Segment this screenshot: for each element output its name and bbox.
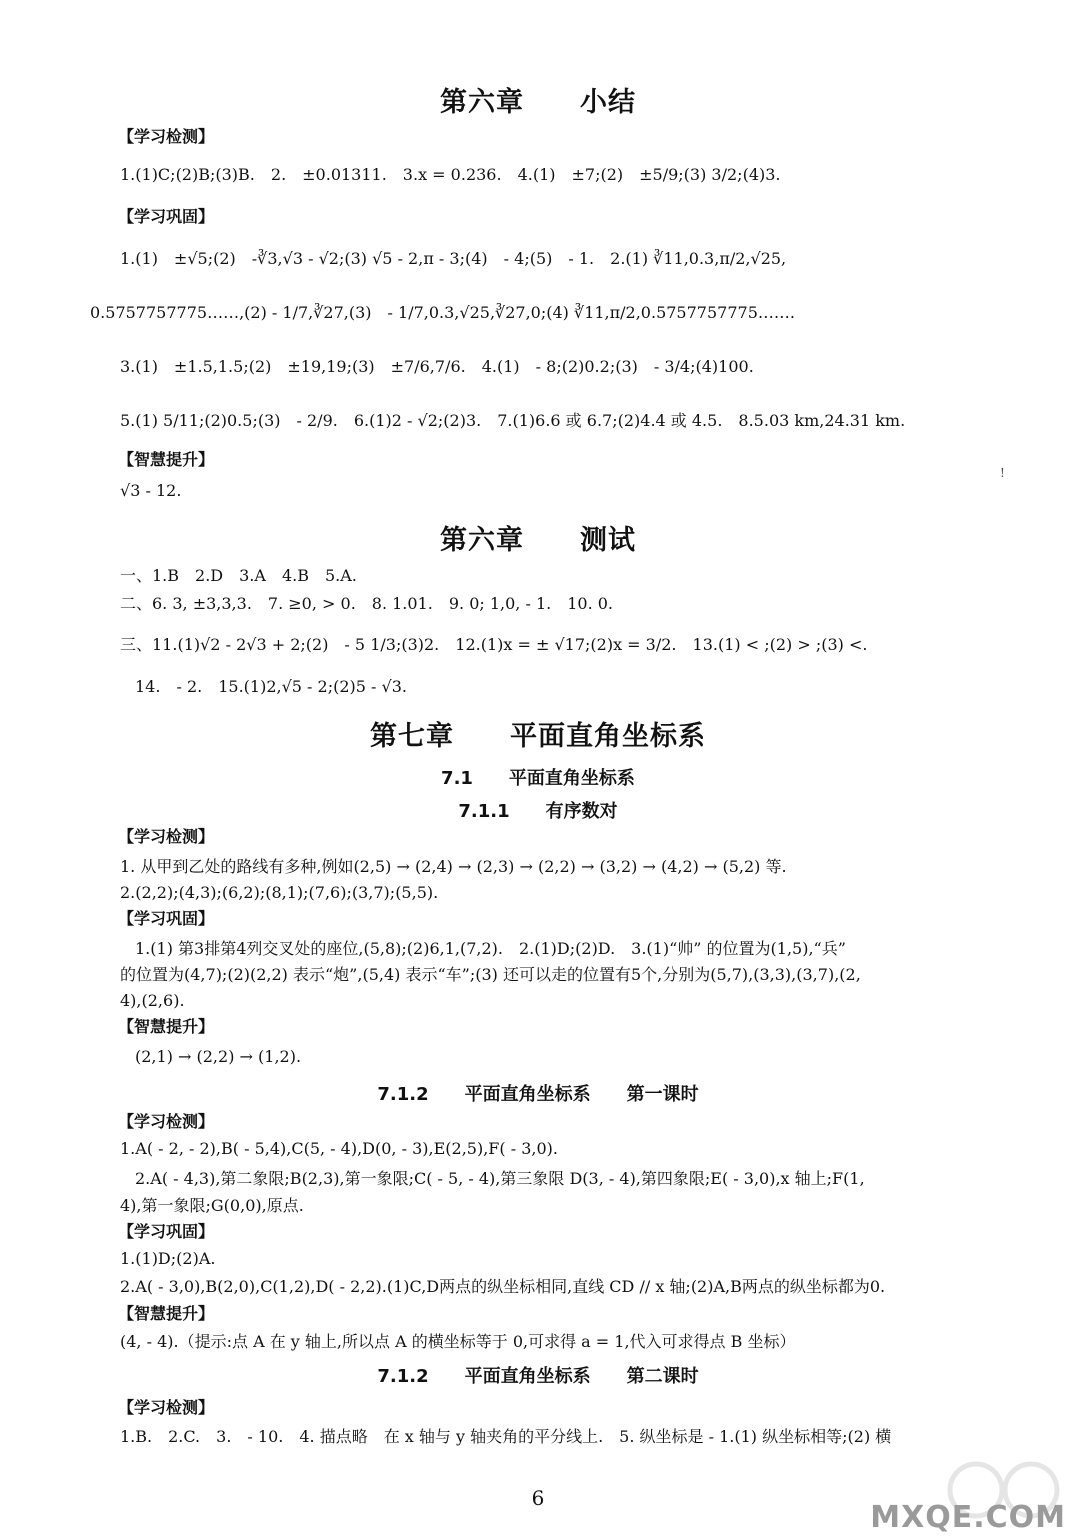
stray-mark: !: [1000, 466, 1005, 480]
section-7-1-1-title: 7.1.1 有序数对: [458, 801, 618, 822]
answer-line: 1.(1)C;(2)B;(3)B. 2. ±0.01311. 3.x = 0.236. 4.(1) ±7;(2) ±5/9;(3) 3/2;(4)3.: [120, 165, 781, 184]
section-7-1-2-lesson1-title: 7.1.2 平面直角坐标系 第一课时: [377, 1084, 699, 1105]
answer-line: 1.B. 2.C. 3. - 10. 4. 描点略 在 x 轴与 y 轴夹角的平分线上. 5. 纵坐标是 - 1.(1) 纵坐标相等;(2) 横: [120, 1427, 892, 1446]
chapter7-title: 第七章 平面直角坐标系: [370, 721, 706, 752]
answer-line: 2.A( - 4,3),第二象限;B(2,3),第一象限;C( - 5, - 4),第三象限 D(3, - 4),第四象限;E( - 3,0),x 轴上;F(1,: [135, 1169, 865, 1188]
answer-line: (2,1) → (2,2) → (1,2).: [135, 1047, 302, 1066]
answer-line: 一、1.B 2.D 3.A 4.B 5.A.: [120, 566, 357, 585]
watermark-text: MXQE.COM: [870, 1500, 1066, 1535]
section-label-detect: 【学习检测】: [118, 127, 215, 146]
section-label-consolidate: 【学习巩固】: [118, 1222, 215, 1241]
answer-line: 二、6. 3, ±3,3,3. 7. ≥0, > 0. 8. 1.01. 9. 0; 1,0, - 1. 10. 0.: [120, 594, 614, 613]
answer-line: 5.(1) 5/11;(2)0.5;(3) - 2/9. 6.(1)2 - √2;(2)3. 7.(1)6.6 或 6.7;(2)4.4 或 4.5. 8.5.03 km,24.31 km.: [120, 411, 906, 430]
answer-line: 1.(1) ±√5;(2) -∛3,√3 - √2;(3) √5 - 2,π - 3;(4) - 4;(5) - 1. 2.(1) ∛11,0.3,π/2,√25,: [120, 249, 787, 268]
answer-line: 1. 从甲到乙处的路线有多种,例如(2,5) → (2,4) → (2,3) → (2,2) → (3,2) → (4,2) → (5,2) 等.: [120, 857, 787, 876]
chapter6-summary-title: 第六章 小结: [440, 87, 636, 118]
answer-line: 2.(2,2);(4,3);(6,2);(8,1);(7,6);(3,7);(5,5).: [120, 883, 439, 902]
answer-line: 4),第一象限;G(0,0),原点.: [120, 1196, 304, 1215]
section-label-detect: 【学习检测】: [118, 1398, 215, 1417]
answer-line: 1.(1)D;(2)A.: [120, 1249, 216, 1268]
section-label-consolidate: 【学习巩固】: [118, 909, 215, 928]
page-number: 6: [531, 1486, 545, 1510]
section-label-consolidate: 【学习巩固】: [118, 207, 215, 226]
answer-line: 14. - 2. 15.(1)2,√5 - 2;(2)5 - √3.: [135, 677, 407, 696]
answer-line: 4),(2,6).: [120, 991, 185, 1010]
section-7-1-title: 7.1 平面直角坐标系: [441, 768, 635, 789]
answer-line: 三、11.(1)√2 - 2√3 + 2;(2) - 5 1/3;(3)2. 12.(1)x = ± √17;(2)x = 3/2. 13.(1) < ;(2) > ;(3) <.: [120, 635, 868, 654]
answer-line: 3.(1) ±1.5,1.5;(2) ±19,19;(3) ±7/6,7/6. 4.(1) - 8;(2)0.2;(3) - 3/4;(4)100.: [120, 357, 754, 376]
answer-line: 的位置为(4,7);(2)(2,2) 表示“炮”,(5,4) 表示“车”;(3) 还可以走的位置有5个,分别为(5,7),(3,3),(3,7),(2,: [120, 965, 861, 984]
section-label-wisdom: 【智慧提升】: [118, 1304, 215, 1323]
answer-line: 2.A( - 3,0),B(2,0),C(1,2),D( - 2,2).(1)C,D两点的纵坐标相同,直线 CD // x 轴;(2)A,B两点的纵坐标都为0.: [120, 1277, 886, 1296]
chapter6-test-title: 第六章 测试: [440, 525, 636, 556]
section-label-wisdom: 【智慧提升】: [118, 450, 215, 469]
section-label-detect: 【学习检测】: [118, 1112, 215, 1131]
answer-line: (4, - 4).（提示:点 A 在 y 轴上,所以点 A 的横坐标等于 0,可求得 a = 1,代入可求得点 B 坐标）: [120, 1332, 796, 1351]
section-label-detect: 【学习检测】: [118, 827, 215, 846]
answer-line: 1.A( - 2, - 2),B( - 5,4),C(5, - 4),D(0, - 3),E(2,5),F( - 3,0).: [120, 1139, 558, 1158]
section-label-wisdom: 【智慧提升】: [118, 1017, 215, 1036]
answer-line: √3 - 12.: [120, 481, 182, 500]
answer-line: 0.5757757775……,(2) - 1/7,∛27,(3) - 1/7,0.3,√25,∛27,0;(4) ∛11,π/2,0.5757757775…….: [90, 303, 795, 322]
section-7-1-2-lesson2-title: 7.1.2 平面直角坐标系 第二课时: [377, 1366, 699, 1387]
answer-line: 1.(1) 第3排第4列交叉处的座位,(5,8);(2)6,1,(7,2). 2.(1)D;(2)D. 3.(1)“帅” 的位置为(1,5),“兵”: [135, 939, 846, 958]
